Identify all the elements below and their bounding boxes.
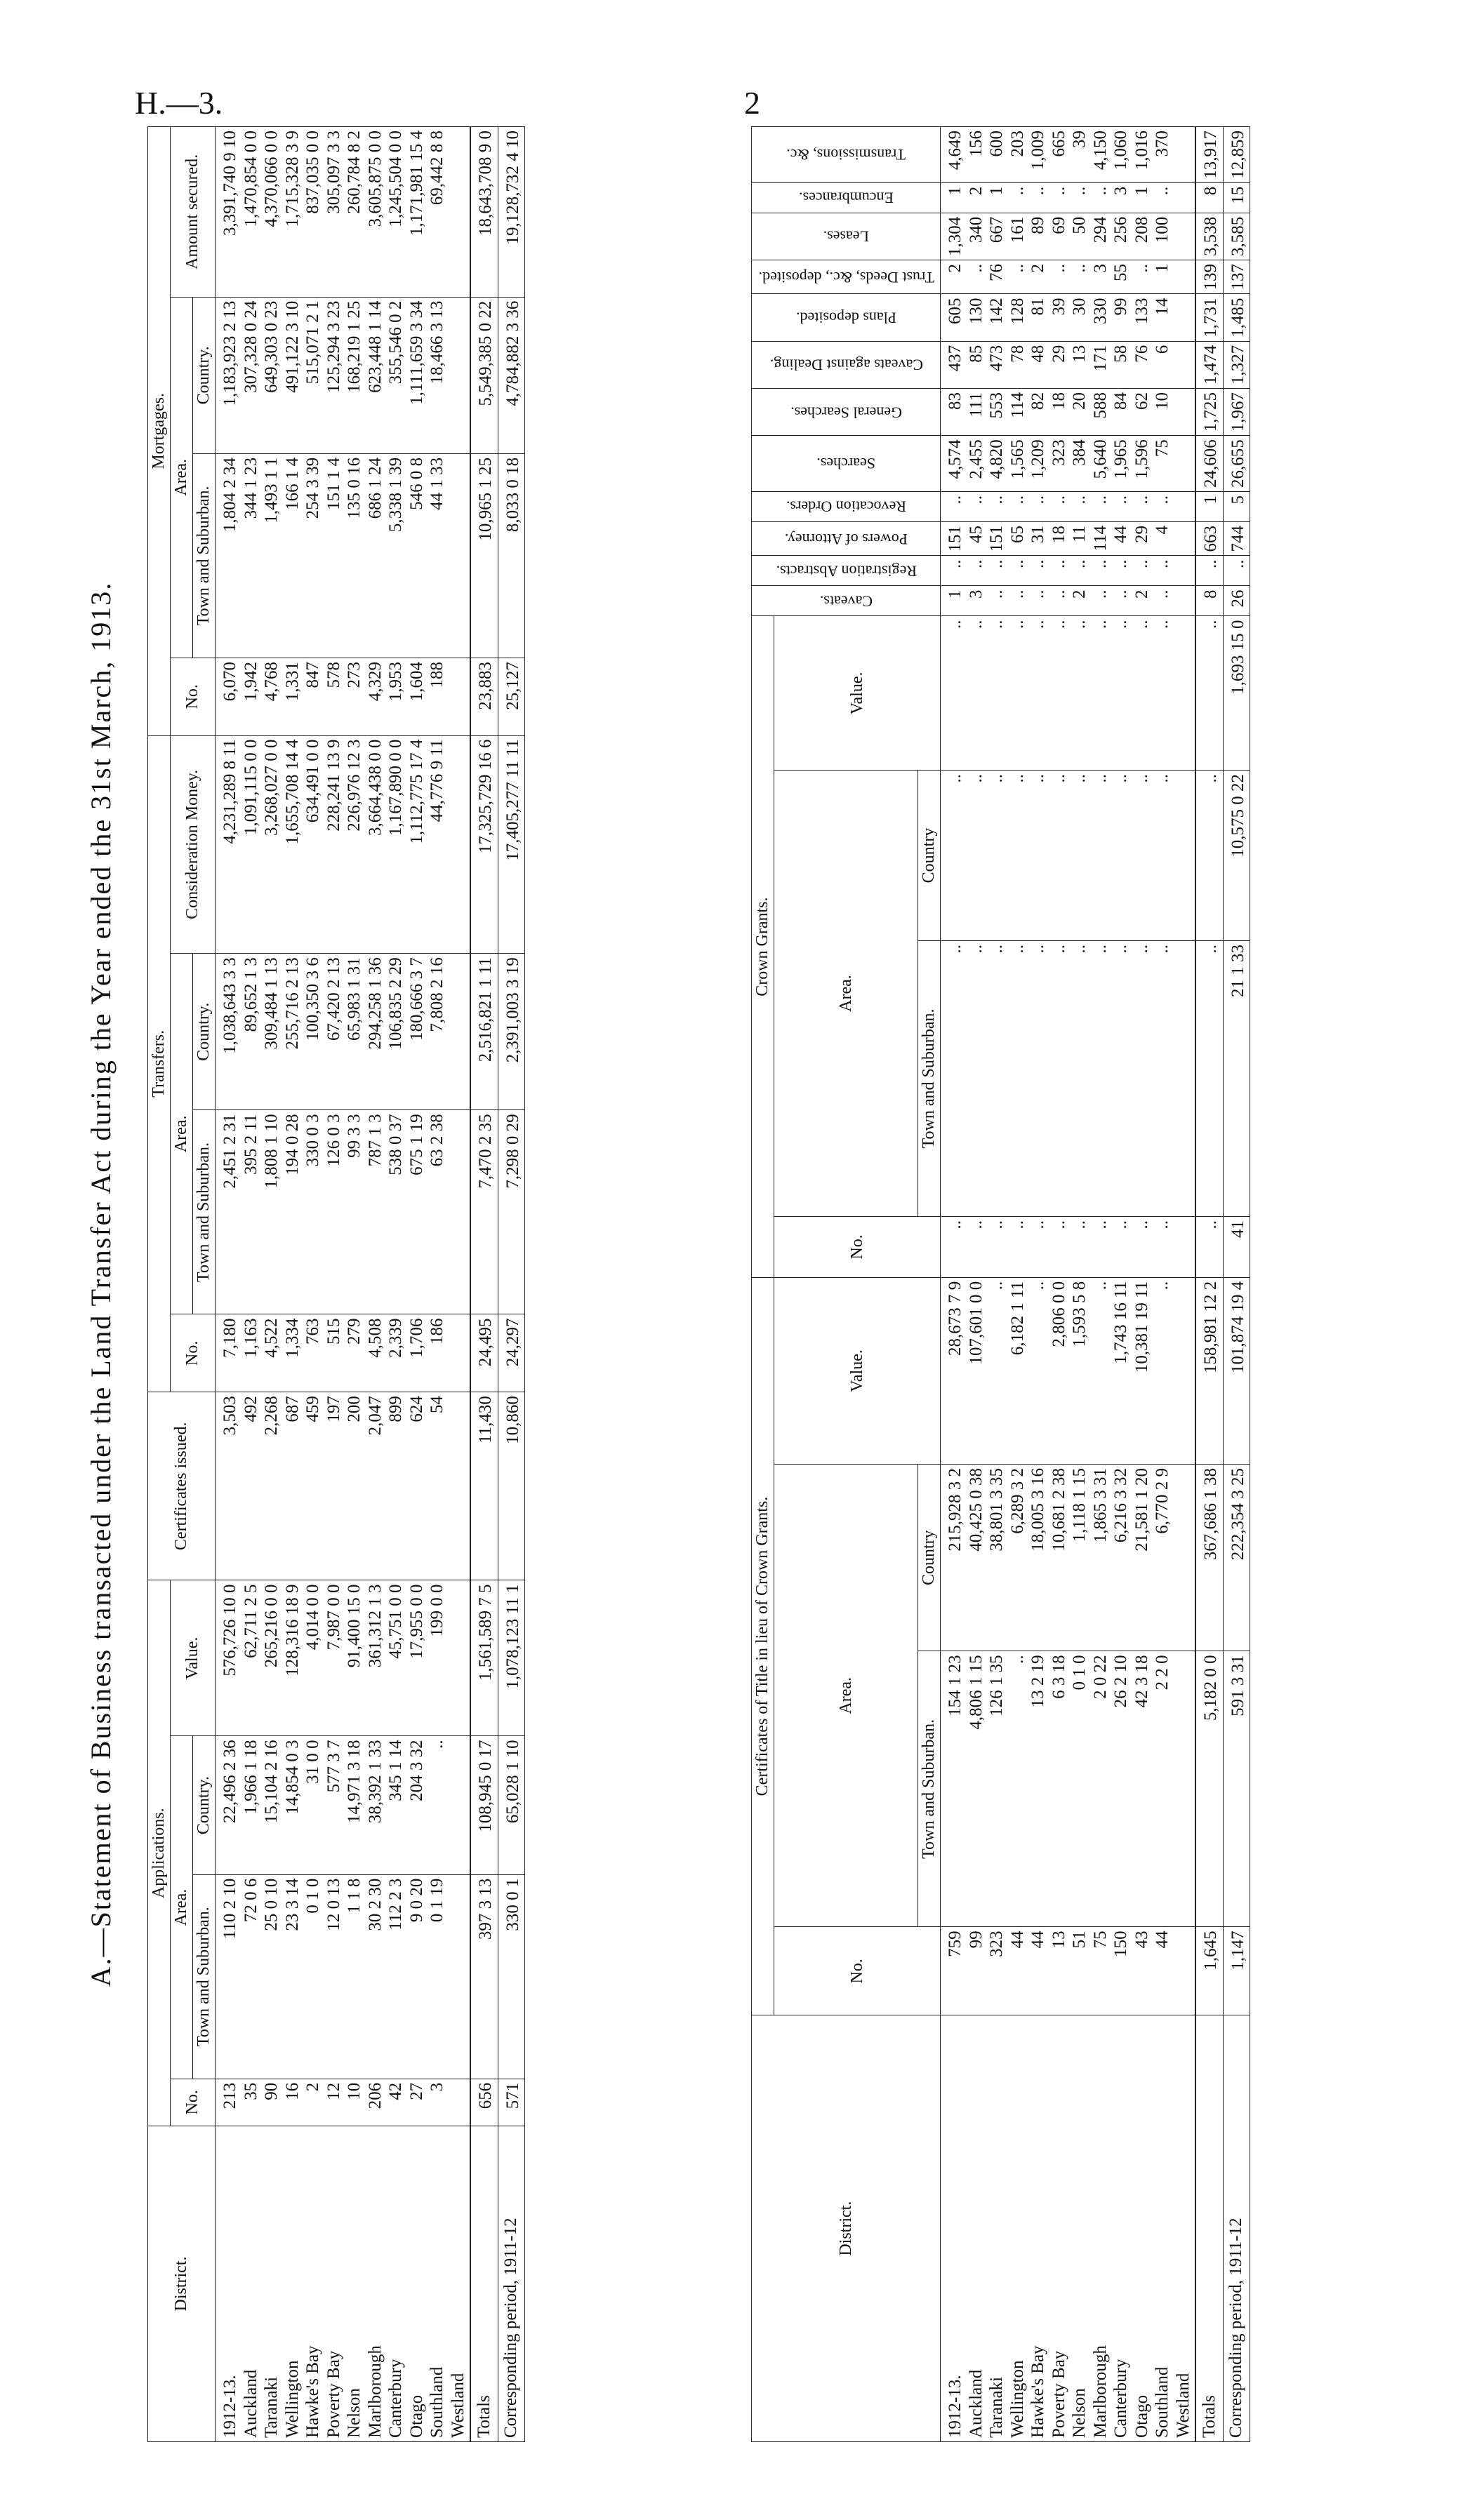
- ct-town-header: Town and Suburban.: [918, 1651, 941, 1927]
- revocation-header: Revocation Orders.: [752, 492, 941, 522]
- totals-row: [470, 127, 498, 2442]
- corresponding-row: [498, 127, 525, 2442]
- app-no-cells: 213 35 90 16 2 12 10 206 42 27 3: [216, 2079, 471, 2126]
- app-value-cells: 576,726 10 0 62,711 2 5 265,216 0 0 128,316 18 9 4,014 0 0 7,987 0 0 91,400 15 0 361,312 1 3 45,751 0 0 17,955 0 0 199 0 0: [216, 1580, 471, 1736]
- encumbrances-cells: 1 2 1 .. .. .. .. .. 3 1 ..: [941, 182, 1196, 213]
- cg-no-cells: .. .. .. .. .. .. .. .. .. .. ..: [941, 1217, 1196, 1278]
- totals-cell: 5,182 0 0: [1195, 1651, 1223, 1927]
- app-no-header: No.: [171, 2079, 216, 2126]
- corr-cell: 17,405,277 11 11: [498, 735, 525, 954]
- totals-label-2: Totals: [1195, 2015, 1223, 2442]
- app-country-cells: 22,496 2 36 1,966 1 18 15,104 2 16 14,854 0 3 31 0 0 577 3 7 14,971 3 18 38,392 1 33 345 1 14 204 3 32 ..: [216, 1736, 471, 1874]
- totals-cell: 10,965 1 25: [470, 453, 498, 658]
- mo-no-cells: 6,070 1,942 4,768 1,331 847 578 273 4,329 1,953 1,604 188: [216, 658, 471, 735]
- corr-cell: 1,327: [1223, 341, 1250, 388]
- corr-cell: 1,693 15 0: [1223, 616, 1250, 771]
- totals-cell: 367,686 1 38: [1195, 1465, 1223, 1651]
- corr-cell: 65,028 1 10: [498, 1736, 525, 1874]
- totals-cell: 1: [1195, 492, 1223, 522]
- plans-cells: 605 130 142 128 81 39 30 330 99 133 14: [941, 294, 1196, 341]
- table-row: [941, 127, 1196, 2442]
- corr-cell: 1,078,123 11 1: [498, 1580, 525, 1736]
- year-label-2: 1912-13.: [946, 2375, 965, 2438]
- corr-cell: 1,147: [1223, 1927, 1250, 2015]
- totals-cell: 139: [1195, 260, 1223, 295]
- searches-cells: 4,574 2,455 4,820 1,565 1,209 323 384 5,640 1,965 1,596 75: [941, 436, 1196, 492]
- totals-cell: ..: [1195, 616, 1223, 771]
- trust-deeds-cells: 2 .. 76 .. 2 .. .. 3 55 .. 1: [941, 260, 1196, 295]
- caveats-dealing-header: Caveats against Dealing.: [752, 341, 941, 388]
- district-list: [216, 2126, 471, 2441]
- tr-town-cells: 2,451 2 31 395 2 11 1,808 1 10 194 0 28 330 0 3 126 0 3 99 3 3 787 1 3 538 0 37 675 1 19 63 2 38: [216, 1110, 471, 1314]
- corr-cell: 7,298 0 29: [498, 1110, 525, 1314]
- totals-cell: 663: [1195, 522, 1223, 556]
- encumbrances-header: Encumbrances.: [752, 182, 941, 213]
- caveats-dealing-cells: 437 85 473 78 48 29 13 171 58 76 6: [941, 341, 1196, 388]
- leases-cells: 1,304 340 667 161 89 69 50 294 256 208 100: [941, 213, 1196, 260]
- trust-deeds-header: Trust Deeds, &c., deposited.: [752, 260, 941, 295]
- totals-cell: 7,470 2 35: [470, 1110, 498, 1314]
- corr-cell: 26,655: [1223, 436, 1250, 492]
- caveats-header: Caveats.: [752, 586, 941, 616]
- totals-cell: 5,549,385 0 22: [470, 297, 498, 453]
- tr-consideration-header: Consideration Money.: [171, 735, 216, 954]
- totals-cell: 1,561,589 7 5: [470, 1580, 498, 1736]
- mo-amount-header: Amount secured.: [171, 127, 216, 298]
- plans-header: Plans deposited.: [752, 294, 941, 341]
- totals-cell: 1,645: [1195, 1927, 1223, 2015]
- mortgages-header: Mortgages.: [148, 127, 171, 736]
- app-country-header: Country.: [193, 1736, 216, 1874]
- corr-cell: 26: [1223, 586, 1250, 616]
- totals-cell: 656: [470, 2079, 498, 2126]
- app-area-header: Area.: [171, 1736, 193, 2079]
- mo-town-header: Town and Suburban.: [193, 453, 216, 658]
- land-transfer-table-2: [751, 126, 1250, 2442]
- totals-cell: 13,917: [1195, 127, 1223, 183]
- tr-no-cells: 7,180 1,163 4,522 1,334 763 515 279 4,508 2,339 1,706 186: [216, 1314, 471, 1392]
- app-town-cells: 110 2 10 72 0 6 25 0 10 23 3 14 0 1 0 12 0 13 1 1 8 30 2 30 112 2 3 9 0 20 0 1 19: [216, 1874, 471, 2079]
- page-code: H.—3.: [135, 85, 223, 121]
- tr-value-cells: 4,231,289 8 11 1,091,115 0 0 3,268,027 0 0 1,655,708 14 4 634,491 0 0 228,241 13 9 226,976 12 3 3,664,438 0 0 1,167,890 0 0 1,112,775 17 4 44,776 9 11: [216, 735, 471, 954]
- corr-cell: 4,784,882 3 36: [498, 297, 525, 453]
- district-list-2: [941, 2015, 1196, 2442]
- district-names-2: Auckland Taranaki Wellington Hawke's Bay Poverty Bay Nelson Marlborough Canterbury Otago Southland Westland: [966, 2345, 1193, 2438]
- ct-no-header: No.: [774, 1927, 941, 2015]
- table-row: [216, 127, 471, 2442]
- cg-area-header: Area.: [774, 771, 918, 1217]
- totals-cell: 24,606: [1195, 436, 1223, 492]
- ct-area-header: Area.: [774, 1465, 918, 1927]
- general-searches-header: General Searches.: [752, 389, 941, 436]
- cg-value-header: Value.: [774, 616, 941, 771]
- corr-cell: 591 3 31: [1223, 1651, 1250, 1927]
- totals-cell: 17,325,729 16 6: [470, 735, 498, 954]
- totals-cell: 1,731: [1195, 294, 1223, 341]
- powers-cells: 151 45 151 65 31 18 11 114 44 29 4: [941, 522, 1196, 556]
- totals-cell: 3,538: [1195, 213, 1223, 260]
- tr-country-cells: 1,038,643 3 3 89,652 1 3 309,484 1 13 255,716 2 13 100,350 3 6 67,420 2 13 65,983 1 31 294,258 1 36 106,835 2 29 180,666 3 7 7,808 2 16: [216, 954, 471, 1110]
- mo-country-header: Country.: [193, 297, 216, 453]
- totals-cell: 8: [1195, 182, 1223, 213]
- corr-cell: 571: [498, 2079, 525, 2126]
- corr-cell: 5: [1223, 492, 1250, 522]
- totals-cell: 1,474: [1195, 341, 1223, 388]
- corr-cell: 1,967: [1223, 389, 1250, 436]
- corr-cell: 10,575 0 22: [1223, 771, 1250, 941]
- totals-row-2: [1195, 127, 1223, 2442]
- totals-label: Totals: [470, 2126, 498, 2441]
- corr-cell: 19,128,732 4 10: [498, 127, 525, 298]
- totals-cell: ..: [1195, 556, 1223, 586]
- ct-value-header: Value.: [774, 1277, 941, 1464]
- general-searches-cells: 83 111 553 114 82 18 20 588 84 62 10: [941, 389, 1196, 436]
- mo-country-cells: 1,183,923 2 13 307,328 0 24 649,303 0 23 491,122 3 10 515,071 2 1 125,294 3 23 168,219 1 25 623,448 1 14 355,546 0 2 1,111,659 3 34 18,466 3 13: [216, 297, 471, 453]
- mo-town-cells: 1,804 2 34 344 1 23 1,493 1 1 166 1 4 254 3 39 151 1 4 135 0 16 686 1 24 5,338 1 39 546 0 8 44 1 33: [216, 453, 471, 658]
- tr-area-header: Area.: [171, 954, 193, 1314]
- cg-country-cells: .. .. .. .. .. .. .. .. .. .. ..: [941, 771, 1196, 941]
- ct-no-cells: 759 99 323 44 44 13 51 75 150 43 44: [941, 1927, 1196, 2015]
- tr-no-header: No.: [171, 1314, 216, 1392]
- transfers-header: Transfers.: [148, 735, 171, 1392]
- totals-cell: 158,981 12 2: [1195, 1277, 1223, 1464]
- cg-no-header: No.: [774, 1217, 941, 1278]
- caveats-cells: 1 3 .. .. .. .. 2 .. .. 2 ..: [941, 586, 1196, 616]
- revocation-cells: .. .. .. .. .. .. .. .. .. .. ..: [941, 492, 1196, 522]
- totals-cell: ..: [1195, 771, 1223, 941]
- corr-cell: 21 1 33: [1223, 940, 1250, 1216]
- corr-cell: 744: [1223, 522, 1250, 556]
- certificates-header: Certificates issued.: [148, 1392, 216, 1580]
- ct-lieu-header: Certificates of Title in lieu of Crown Grants.: [752, 1277, 774, 2015]
- leases-header: Leases.: [752, 213, 941, 260]
- corr-cell: 8,033 0 18: [498, 453, 525, 658]
- applications-header: Applications.: [148, 1580, 171, 2126]
- page-number: 2: [744, 85, 760, 121]
- cg-country-header: Country: [918, 771, 941, 941]
- totals-cell: 18,643,708 9 0: [470, 127, 498, 298]
- corr-cell: ..: [1223, 556, 1250, 586]
- corr-cell: 24,297: [498, 1314, 525, 1392]
- totals-cell: 2,516,821 1 11: [470, 954, 498, 1110]
- district-header: District.: [148, 2126, 216, 2441]
- powers-header: Powers of Attorney.: [752, 522, 941, 556]
- corr-cell: 222,354 3 25: [1223, 1465, 1250, 1651]
- ct-value-cells: 28,673 7 9 107,601 0 0 .. 6,182 1 11 .. 2,806 0 0 1,593 5 8 .. 1,743 16 11 10,381 19 11 ..: [941, 1277, 1196, 1464]
- corr-label-2: Corresponding period, 1911-12: [1223, 2015, 1250, 2442]
- totals-cell: ..: [1195, 940, 1223, 1216]
- crown-grants-header: Crown Grants.: [752, 616, 774, 1277]
- mo-area-header: Area.: [171, 297, 193, 658]
- mo-no-header: No.: [171, 658, 216, 735]
- tr-country-header: Country.: [193, 954, 216, 1110]
- ct-town-cells: 154 1 23 4,806 1 15 126 1 35 .. 13 2 19 6 3 18 0 1 0 2 0 22 26 2 10 42 3 18 2 2 0: [941, 1651, 1196, 1927]
- cg-town-cells: .. .. .. .. .. .. .. .. .. .. ..: [941, 940, 1196, 1216]
- district-header-2: District.: [752, 2015, 941, 2442]
- tr-town-header: Town and Suburban.: [193, 1110, 216, 1314]
- year-label: 1912-13.: [220, 2375, 239, 2438]
- registration-header: Registration Abstracts.: [752, 556, 941, 586]
- cg-town-header: Town and Suburban.: [918, 940, 941, 1216]
- transmissions-cells: 4,649 156 600 203 1,009 665 39 4,150 1,060 1,016 370: [941, 127, 1196, 183]
- totals-cell: 8: [1195, 586, 1223, 616]
- corr-cell: 25,127: [498, 658, 525, 735]
- corresponding-row-2: [1223, 127, 1250, 2442]
- corr-cell: 330 0 1: [498, 1874, 525, 2079]
- corr-cell: 3,585: [1223, 213, 1250, 260]
- district-names: Auckland Taranaki Wellington Hawke's Bay Poverty Bay Nelson Marlborough Canterbury Otago Southland Westland: [241, 2345, 468, 2438]
- transmissions-header: Transmissions, &c.: [752, 127, 941, 183]
- corr-cell: 137: [1223, 260, 1250, 295]
- totals-cell: 108,945 0 17: [470, 1736, 498, 1874]
- corr-cell: 2,391,003 3 19: [498, 954, 525, 1110]
- rotated-statement: [84, 126, 1383, 2442]
- corr-cell: 1,485: [1223, 294, 1250, 341]
- app-value-header: Value.: [171, 1580, 216, 1736]
- corr-cell: 15: [1223, 182, 1250, 213]
- totals-cell: 1,725: [1195, 389, 1223, 436]
- registration-cells: .. .. .. .. .. .. .. .. .. .. ..: [941, 556, 1196, 586]
- mo-amount-cells: 3,391,740 9 10 1,470,854 0 0 4,370,066 0 0 1,715,328 3 9 837,035 0 0 305,097 3 3 260,784 8 2 3,605,875 0 0 1,245,504 0 0 1,171,981 15 4 69,442 8 8: [216, 127, 471, 298]
- land-transfer-table-1: [147, 126, 525, 2442]
- totals-cell: ..: [1195, 1217, 1223, 1278]
- statement-title: A.—Statement of Business transacted under the Land Transfer Act during the Year ended the 31st March, 1913.: [85, 581, 117, 1987]
- cert-cells: 3,503 492 2,268 687 459 197 200 2,047 899 624 54: [216, 1392, 471, 1580]
- totals-cell: 24,495: [470, 1314, 498, 1392]
- ct-country-cells: 215,928 3 2 40,425 0 38 38,801 3 35 6,289 3 2 18,005 3 16 10,681 2 38 1,118 1 15 1,865 3 31 6,216 3 32 21,581 1 20 6,770 2 9: [941, 1465, 1196, 1651]
- corr-cell: 10,860: [498, 1392, 525, 1580]
- corr-cell: 101,874 19 4: [1223, 1277, 1250, 1464]
- totals-cell: 11,430: [470, 1392, 498, 1580]
- app-town-header: Town and Suburban.: [193, 1874, 216, 2079]
- cg-value-cells: .. .. .. .. .. .. .. .. .. .. ..: [941, 616, 1196, 771]
- corr-label: Corresponding period, 1911-12: [498, 2126, 525, 2441]
- searches-header: Searches.: [752, 436, 941, 492]
- totals-cell: 23,883: [470, 658, 498, 735]
- corr-cell: 12,859: [1223, 127, 1250, 183]
- totals-cell: 397 3 13: [470, 1874, 498, 2079]
- ct-country-header: Country: [918, 1465, 941, 1651]
- corr-cell: 41: [1223, 1217, 1250, 1278]
